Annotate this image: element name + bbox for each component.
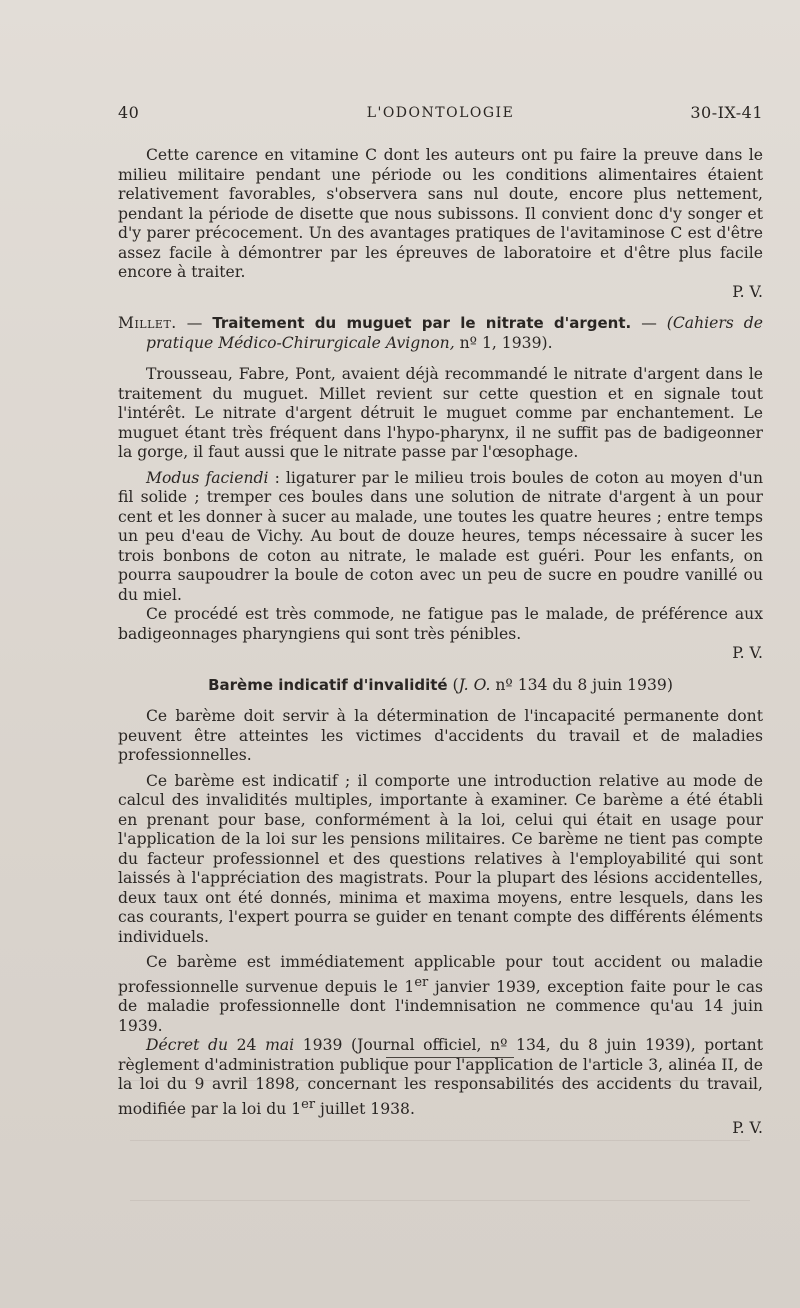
paragraph: Trousseau, Fabre, Pont, avaient déjà recommandé le nitrate d'argent dans le traitement du muguet. Millet revient sur cette question et en signale tout l'intérêt. Le nitrate d'argent détruit le muguet comme par enchantement. Le muguet étant très fréquent dans l'hypo-pharynx, il ne suffit pas de badigeonner la gorge, il faut aussi que le nitrate passe par l'œsophage.: [118, 365, 763, 461]
citation: Millet. — Traitement du muguet par le nitrate d'argent. — (Cahiers de pratique Médico-Chirurgicale Avignon, nº 1, 1939).: [118, 314, 763, 352]
article-body: [118, 146, 763, 1139]
journal-title: L'ODONTOLOGIE: [366, 105, 515, 121]
show-through: [130, 1200, 750, 1201]
citation-number: nº 1, 1939).: [454, 333, 553, 352]
paragraph: Modus faciendi : ligaturer par le milieu trois boules de coton au moyen d'un fil solide ; tremper ces boules dans une solution de nitrate d'argent à un pour cent et les donner à sucer au malade, une toutes les quatre heures ; entre temps un peu d'eau de Vichy. Au bout de douze heures, temps nécessaire à sucer les trois bonbons de coton au nitrate, le malade est guéri. Pour les enfants, on pourra saupoudrer la boule de coton avec un peu de sucre en poudre vanillé ou du miel.: [118, 468, 763, 604]
show-through: [130, 1140, 750, 1141]
citation-author: Millet.: [118, 314, 177, 332]
citation-title: Traitement du muguet par le nitrate d'argent.: [212, 314, 632, 332]
page-number: 40: [118, 103, 140, 122]
italic-lead: Décret du: [146, 1036, 229, 1055]
italic-lead: Modus faciendi: [146, 468, 269, 487]
section-source: (J. O. nº 134 du 8 juin 1939): [452, 675, 673, 694]
issue-date: 30-IX-41: [690, 103, 763, 122]
signature: P. V.: [732, 282, 763, 301]
paragraph: Décret du 24 mai 1939 (Journal officiel, nº 134, du 8 juin 1939), portant règlement d'administration publique pour l'application de l'article 3, alinéa II, de la loi du 9 avril 1898, concernant les responsabilités des accidents du travail, modifiée par la loi du 1er juillet 1938.: [118, 1036, 763, 1118]
signature: P. V.: [732, 644, 763, 662]
citation-source: (Cahiers de pratique Médico-Chirurgicale Avignon,: [146, 314, 763, 352]
section-heading: [118, 676, 763, 696]
end-rule: [386, 1057, 514, 1058]
signature: P. V.: [732, 1119, 763, 1138]
paragraph: Ce procédé est très commode, ne fatigue pas le malade, de préférence aux badigeonnages pharyngiens qui sont très pénibles.: [118, 605, 763, 643]
paragraph: Ce barème doit servir à la détermination de l'incapacité permanente dont peuvent être atteintes les victimes d'accidents du travail et de maladies professionnelles.: [118, 707, 763, 764]
page-header: [118, 103, 763, 129]
show-through: [130, 1080, 750, 1081]
section-title: Barème indicatif d'invalidité: [208, 675, 448, 694]
paragraph: Ce barème est immédiatement applicable pour tout accident ou maladie professionnelle survenue depuis le 1er janvier 1939, exception faite pour le cas de maladie professionnelle dont l'indemnisation ne commence qu'au 14 juin 1939.: [118, 953, 764, 1035]
paragraph: Ce barème est indicatif ; il comporte une introduction relative au mode de calcul des invalidités multiples, importante à examiner. Ce barème a été établi en prenant pour base, conformément à la loi, celui qui était en usage pour l'application de la loi sur les pensions militaires. Ce barème ne tient pas compte du facteur professionnel et des questions relatives à l'employabilité qui sont laissés à l'appréciation des magistrats. Pour la plupart des lésions accidentelles, deux taux ont été donnés, minima et maxima moyens, entre lesquels, dans les cas courants, l'expert pourra se guider en tenant compte des différents éléments individuels.: [118, 771, 763, 946]
paragraph: Cette carence en vitamine C dont les auteurs ont pu faire la preuve dans le milieu militaire pendant une période ou les conditions alimentaires étaient relativement favorables, s'observera sans nul doute, encore plus nettement, pendant la période de disette que nous subissons. Il convient donc d'y songer et d'y parer précocement. Un des avantages pratiques de l'avitaminose C est d'être assez facile à démontrer par les épreuves de laboratoire et d'être plus facile encore à traiter.: [118, 146, 763, 281]
